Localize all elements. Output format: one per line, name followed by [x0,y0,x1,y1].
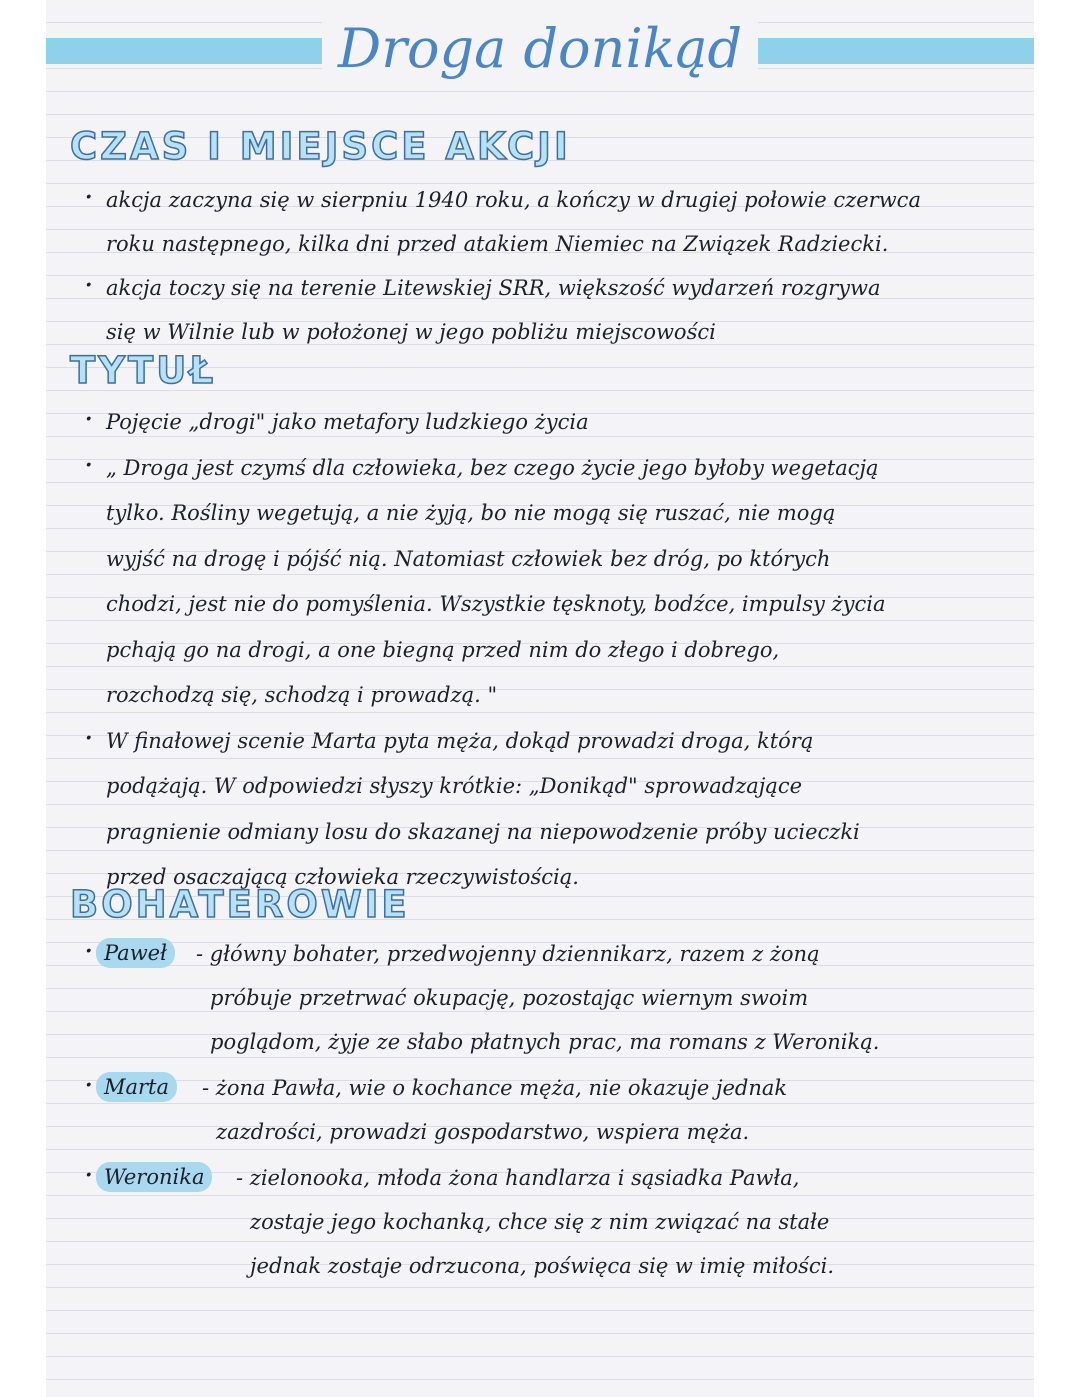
character-description [202,1066,787,1154]
text-line: · „ Droga jest czymś dla człowieka, bez czego życie jego byłoby wegetacją [106,455,879,480]
text-line: się w Wilnie lub w położonej w jego pobliżu miejscowości [106,320,716,344]
text-line: - żona Pawła, wie o kochance męża, nie okazuje jednak [202,1076,788,1100]
text-line: - główny bohater, przedwojenny dziennikarz, razem z żoną [196,942,820,966]
character-pawel [84,932,1026,1072]
list-item [106,719,1016,901]
heading-bohaterowie: BOHATEROWIE [70,883,410,926]
text-line: · akcja toczy się na terenie Litewskiej SRR, większość wydarzeń rozgrywa [106,276,881,300]
list-item [106,266,1016,354]
character-name: Paweł [96,938,175,968]
character-name: Weronika [96,1162,212,1192]
character-description [236,1156,834,1288]
list-item [106,400,1016,446]
character-weronika [84,1156,1026,1296]
bullet-dot: · [84,1068,94,1103]
list-item [106,446,1016,719]
text-line: · W finałowej scenie Marta pyta męża, dokąd prowadzi droga, którą [106,728,814,753]
heading-tytul: TYTUŁ [70,349,217,392]
text-line: przed osaczającą człowieka rzeczywistością. [106,865,579,889]
czas-block [106,178,1016,354]
text-line: rozchodzą się, schodzą i prowadzą. " [106,683,498,707]
tytul-block [106,400,1016,901]
text-line: · Pojęcie „drogi" jako metafory ludzkiego życia [106,410,589,434]
text-line: pragnienie odmiany losu do skazanej na niepowodzenie próby ucieczki [106,819,860,844]
text-line: podążają. W odpowiedzi słyszy krótkie: „Donikąd" sprowadzające [106,774,803,798]
heading-czas: CZAS I MIEJSCE AKCJI [70,125,571,168]
bullet-dot: · [84,1158,94,1193]
bullet-dot: · [84,934,94,969]
text-line: próbuje przetrwać okupację, pozostając wiernym swoim [210,986,809,1010]
text-line: pchają go na drogi, a one biegną przed nim do złego i dobrego, [106,637,780,662]
notebook-page [46,0,1034,1397]
list-item [106,178,1016,266]
text-line: · akcja zaczyna się w sierpniu 1940 roku, a kończy w drugiej połowie czerwca [106,188,921,212]
character-description [196,932,879,1064]
text-line: poglądom, żyje ze słabo płatnych prac, ma romans z Weroniką. [210,1030,880,1054]
text-line: jednak zostaje odrzucona, poświęca się w imię miłości. [250,1254,835,1278]
character-name: Marta [96,1072,177,1102]
text-line: wyjść na drogę i pójść nią. Natomiast człowiek bez dróg, po których [106,546,831,571]
text-line: tylko. Rośliny wegetują, a nie żyją, bo nie mogą się ruszać, nie mogą [106,501,836,525]
text-line: chodzi, jest nie do pomyślenia. Wszystkie tęsknoty, bodźce, impulsy życia [106,592,886,616]
page-title-wrap [46,16,1034,88]
page-title: Droga donikąd [322,16,758,82]
text-line: zostaje jego kochanką, chce się z nim związać na stałe [250,1210,830,1234]
text-line: - zielonooka, młoda żona handlarza i sąsiadka Pawła, [236,1166,800,1190]
text-line: roku następnego, kilka dni przed atakiem Niemiec na Związek Radziecki. [106,232,889,256]
character-marta [84,1066,1026,1162]
text-line: zazdrości, prowadzi gospodarstwo, wspiera męża. [216,1120,750,1144]
